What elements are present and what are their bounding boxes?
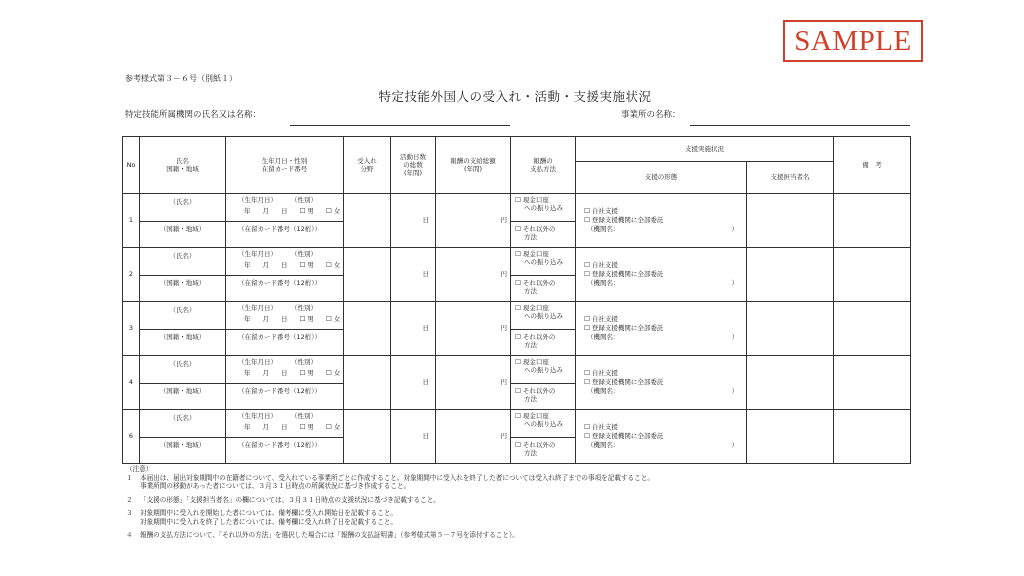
- pay-method-cell[interactable]: ☐ 現金口座 への振り込み ☐ それ以外の 方法: [511, 302, 576, 356]
- row-number: 4: [123, 356, 140, 410]
- remarks-cell[interactable]: [834, 302, 911, 356]
- table-row: [123, 356, 911, 410]
- note-3: ３ 対象期間中に受入れを開始した者については、備考欄に受入れ開始日を記載すること。 対象期間中に受入れを終了した者については、備考欄に受入れ終了日を記載すること。: [126, 509, 398, 526]
- field-cell[interactable]: [344, 356, 391, 410]
- table-row: [123, 410, 911, 464]
- name-cell[interactable]: （氏名） （国籍・地域）: [140, 356, 226, 410]
- document-title: 特定技能外国人の受入れ・活動・支援実施状況: [378, 89, 652, 104]
- status-table: [122, 136, 911, 464]
- pay-total-cell[interactable]: 円: [436, 356, 511, 410]
- pay-method-cell[interactable]: ☐ 現金口座 への振り込み ☐ それ以外の 方法: [511, 356, 576, 410]
- days-cell[interactable]: 日: [391, 248, 436, 302]
- sample-stamp: SAMPLE: [783, 20, 923, 62]
- notes-section: [126, 465, 846, 540]
- name-cell[interactable]: （氏名） （国籍・地域）: [140, 248, 226, 302]
- col-header-name: 氏名 国籍・地域: [140, 137, 226, 194]
- pay-method-cell[interactable]: ☐ 現金口座 への振り込み ☐ それ以外の 方法: [511, 194, 576, 248]
- pay-total-cell[interactable]: 円: [436, 194, 511, 248]
- field-cell[interactable]: [344, 410, 391, 464]
- pay-total-cell[interactable]: 円: [436, 302, 511, 356]
- row-number: 1: [123, 194, 140, 248]
- col-header-pay-total: 報酬の支給総額 (年間): [436, 137, 511, 194]
- remarks-cell[interactable]: [834, 410, 911, 464]
- col-header-birth: 生年月日・性別 在留カード番号: [226, 137, 344, 194]
- form-id: 参考様式第３－６号（別紙１）: [125, 74, 237, 83]
- support-person-cell[interactable]: [747, 302, 834, 356]
- table-row: [123, 194, 911, 248]
- col-header-field: 受入れ 分野: [344, 137, 391, 194]
- pay-total-cell[interactable]: 円: [436, 248, 511, 302]
- remarks-cell[interactable]: [834, 194, 911, 248]
- birth-cell[interactable]: （生年月日） （性別） 年 月 日 ☐ 男 ☐ 女 （在留カード番号（12桁））: [226, 302, 344, 356]
- pay-method-cell[interactable]: ☐ 現金口座 への振り込み ☐ それ以外の 方法: [511, 248, 576, 302]
- table-row: [123, 302, 911, 356]
- support-form-cell[interactable]: ☐ 自社支援 ☐ 登録支援機関に全部委託 （機関名： ）: [576, 356, 747, 410]
- support-form-cell[interactable]: ☐ 自社支援 ☐ 登録支援機関に全部委託 （機関名： ）: [576, 248, 747, 302]
- birth-cell[interactable]: （生年月日） （性別） 年 月 日 ☐ 男 ☐ 女 （在留カード番号（12桁））: [226, 410, 344, 464]
- support-person-cell[interactable]: [747, 248, 834, 302]
- table-row: [123, 248, 911, 302]
- field-cell[interactable]: [344, 194, 391, 248]
- row-number: 6: [123, 410, 140, 464]
- name-cell[interactable]: （氏名） （国籍・地域）: [140, 410, 226, 464]
- days-cell[interactable]: 日: [391, 194, 436, 248]
- col-header-no: No: [123, 137, 140, 194]
- notes-heading: （注意）: [126, 465, 153, 473]
- name-cell[interactable]: （氏名） （国籍・地域）: [140, 194, 226, 248]
- note-4: ４ 報酬の支払方法について、「それ以外の方法」を選択した場合には「報酬の支払証明書」（参考様式第５－７号を添付すること）。: [126, 531, 519, 540]
- support-person-cell[interactable]: [747, 410, 834, 464]
- support-person-cell[interactable]: [747, 194, 834, 248]
- row-number: 3: [123, 302, 140, 356]
- support-form-cell[interactable]: ☐ 自社支援 ☐ 登録支援機関に全部委託 （機関名： ）: [576, 194, 747, 248]
- support-form-cell[interactable]: ☐ 自社支援 ☐ 登録支援機関に全部委託 （機関名： ）: [576, 302, 747, 356]
- col-header-pay-method: 報酬の 支払方法: [511, 137, 576, 194]
- field-cell[interactable]: [344, 302, 391, 356]
- note-1: １ 本届出は、届出対象期間中の在籍者について、受入れている事業所ごとに作成すること。対象期間中に受入れを終了した者については受入れ終了までの事項を記載すること。 事業所間の移動があった者については、３月３１日時点の所属状況に基づき作成すること。: [126, 473, 654, 491]
- name-cell[interactable]: （氏名） （国籍・地域）: [140, 302, 226, 356]
- field-cell[interactable]: [344, 248, 391, 302]
- office-name-label: 事業所の名称：: [621, 110, 681, 120]
- row-number: 2: [123, 248, 140, 302]
- col-header-support-person: 支援担当者名: [747, 162, 834, 194]
- org-name-field[interactable]: [290, 125, 510, 126]
- support-form-cell[interactable]: ☐ 自社支援 ☐ 登録支援機関に全部委託 （機関名： ）: [576, 410, 747, 464]
- office-name-field[interactable]: [690, 125, 910, 126]
- pay-method-cell[interactable]: ☐ 現金口座 への振り込み ☐ それ以外の 方法: [511, 410, 576, 464]
- note-2: ２ 「支援の形態」「支援担当者名」の欄については、３月３１日時点の支援状況に基づき記載すること。: [126, 495, 440, 504]
- col-header-support-group: 支援実施状況: [576, 137, 834, 162]
- support-person-cell[interactable]: [747, 356, 834, 410]
- col-header-days: 活動日数 の総数 (年間): [391, 137, 436, 194]
- birth-cell[interactable]: （生年月日） （性別） 年 月 日 ☐ 男 ☐ 女 （在留カード番号（12桁））: [226, 194, 344, 248]
- remarks-cell[interactable]: [834, 356, 911, 410]
- days-cell[interactable]: 日: [391, 410, 436, 464]
- col-header-remarks: 備 考: [834, 137, 911, 194]
- birth-cell[interactable]: （生年月日） （性別） 年 月 日 ☐ 男 ☐ 女 （在留カード番号（12桁））: [226, 248, 344, 302]
- remarks-cell[interactable]: [834, 248, 911, 302]
- pay-total-cell[interactable]: 円: [436, 410, 511, 464]
- col-header-support-form: 支援の形態: [576, 162, 747, 194]
- birth-cell[interactable]: （生年月日） （性別） 年 月 日 ☐ 男 ☐ 女 （在留カード番号（12桁））: [226, 356, 344, 410]
- days-cell[interactable]: 日: [391, 302, 436, 356]
- days-cell[interactable]: 日: [391, 356, 436, 410]
- org-name-label: 特定技能所属機関の氏名又は名称：: [125, 110, 262, 120]
